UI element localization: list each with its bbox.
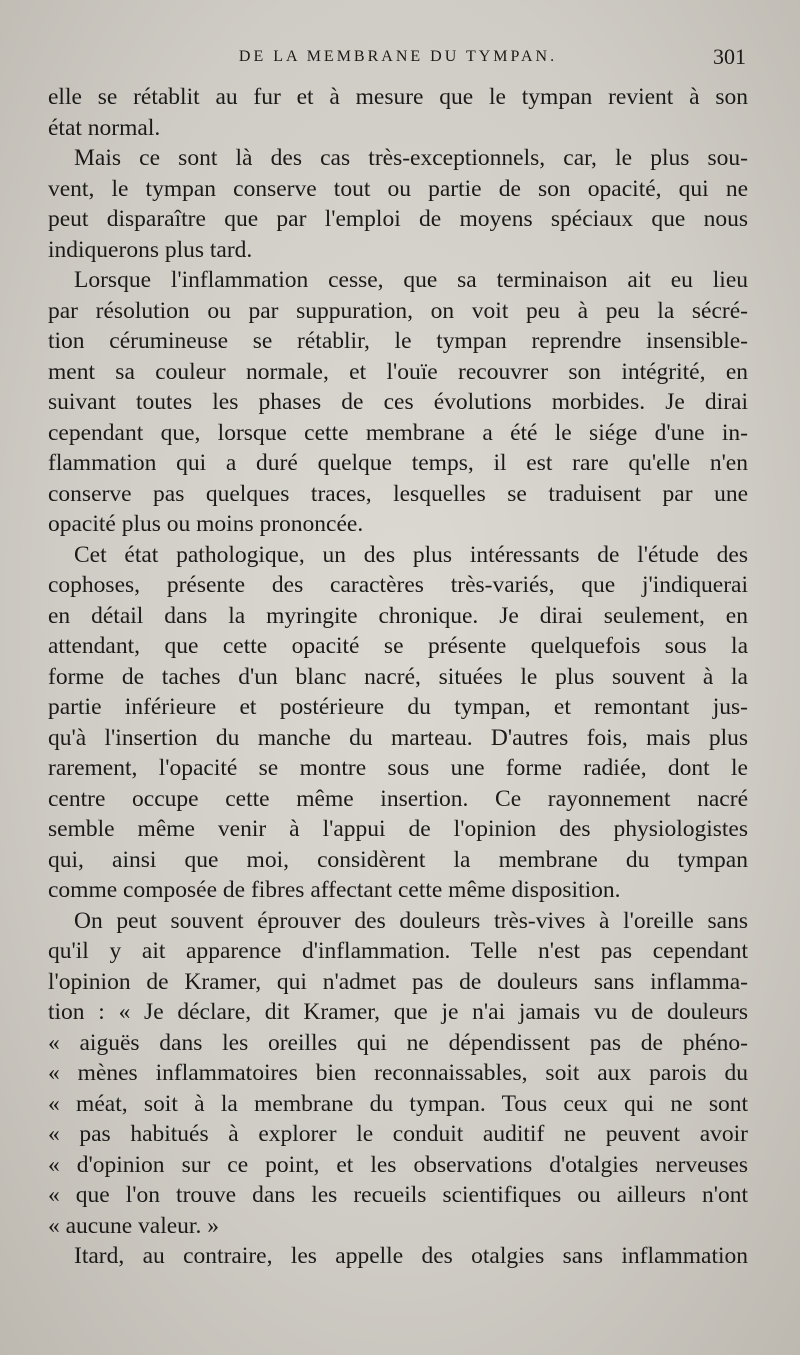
text-line: forme de taches d'un blanc nacré, situées le plus souvent à la	[48, 663, 748, 690]
page-number: 301	[713, 44, 746, 69]
text-line: vent, le tympan conserve tout ou partie de son opacité, qui ne	[48, 175, 748, 202]
running-title: DE LA MEMBRANE DU TYMPAN.	[238, 48, 558, 65]
text-line: « aiguës dans les oreilles qui ne dépendissent pas de phéno-	[48, 1029, 748, 1056]
text-line: On peut souvent éprouver des douleurs très-vives à l'oreille sans	[74, 907, 748, 934]
text-line: cependant que, lorsque cette membrane a été le siége d'une in-	[48, 419, 748, 446]
text-line: Mais ce sont là des cas très-exceptionnels, car, le plus sou-	[74, 145, 748, 171]
text-line: centre occupe cette même insertion. Ce rayonnement nacré	[48, 785, 748, 812]
text-line: suivant toutes les phases de ces évolutions morbides. Je dirai	[48, 389, 748, 415]
page-header	[48, 44, 748, 78]
text-line: opacité plus ou moins prononcée.	[48, 511, 364, 537]
text-line: semble même venir à l'appui de l'opinion des physiologistes	[48, 816, 748, 842]
body-text	[48, 82, 748, 1272]
text-line: l'opinion de Kramer, qui n'admet pas de douleurs sans inflamma-	[48, 968, 748, 995]
text-line: qui, ainsi que moi, considèrent la membrane du tympan	[48, 846, 748, 873]
text-line: qu'il y ait apparence d'inflammation. Telle n'est pas cependant	[48, 938, 748, 964]
text-line: comme composée de fibres affectant cette même disposition.	[48, 877, 621, 903]
text-line: flammation qui a duré quelque temps, il est rare qu'elle n'en	[48, 450, 748, 476]
text-line: « pas habitués à explorer le conduit auditif ne peuvent avoir	[48, 1121, 748, 1147]
text-line: « que l'on trouve dans les recueils scientifiques ou ailleurs n'ont	[48, 1182, 748, 1208]
text-line: Cet état pathologique, un des plus intéressants de l'étude des	[74, 541, 748, 568]
text-line: partie inférieure et postérieure du tympan, et remontant jus-	[48, 694, 748, 720]
text-line: état normal.	[48, 114, 161, 141]
text-line: « aucune valeur. »	[48, 1212, 219, 1239]
text-line: conserve pas quelques traces, lesquelles se traduisent par une	[48, 480, 748, 507]
text-line: attendant, que cette opacité se présente quelquefois sous la	[48, 633, 748, 659]
text-line: rarement, l'opacité se montre sous une forme radiée, dont le	[48, 755, 748, 781]
text-line: qu'à l'insertion du manche du marteau. D'autres fois, mais plus	[48, 724, 748, 751]
text-line: peut disparaître que par l'emploi de moyens spéciaux que nous	[48, 206, 748, 232]
text-line: par résolution ou par suppuration, on voit peu à peu la sécré-	[48, 297, 748, 324]
text-line: tion cérumineuse se rétablir, le tympan reprendre insensible-	[48, 328, 748, 354]
text-line: « d'opinion sur ce point, et les observations d'otalgies nerveuses	[48, 1151, 748, 1178]
text-line: elle se rétablit au fur et à mesure que le tympan revient à son	[48, 84, 748, 110]
text-line: « mènes inflammatoires bien reconnaissables, soit aux parois du	[48, 1060, 748, 1086]
text-line: indiquerons plus tard.	[48, 236, 253, 263]
text-line: ment sa couleur normale, et l'ouïe recouvrer son intégrité, en	[48, 358, 748, 385]
text-line: cophoses, présente des caractères très-variés, que j'indiquerai	[48, 572, 748, 598]
text-line: « méat, soit à la membrane du tympan. Tous ceux qui ne sont	[48, 1090, 748, 1117]
text-line: en détail dans la myringite chronique. Je dirai seulement, en	[48, 602, 748, 629]
text-line: tion : « Je déclare, dit Kramer, que je n'ai jamais vu de douleurs	[48, 999, 748, 1025]
text-line: Itard, au contraire, les appelle des otalgies sans inflammation	[74, 1243, 748, 1269]
text-line: Lorsque l'inflammation cesse, que sa terminaison ait eu lieu	[74, 267, 748, 293]
